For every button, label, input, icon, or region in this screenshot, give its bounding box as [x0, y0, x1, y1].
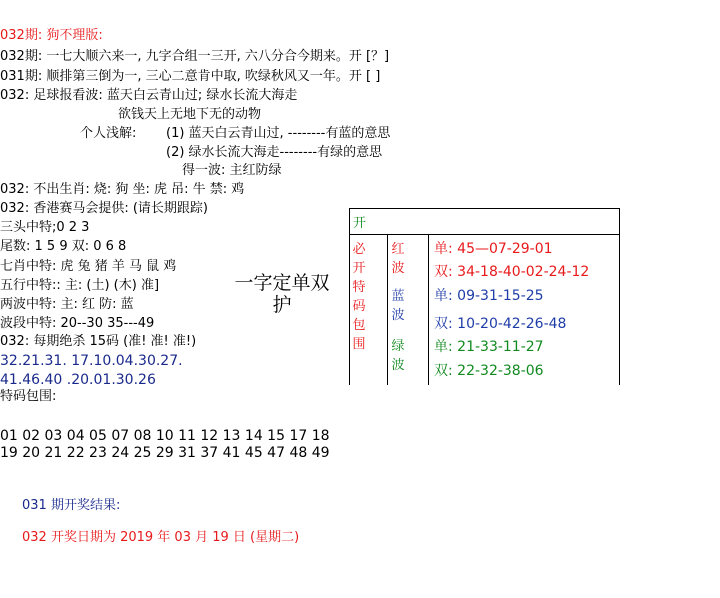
- juesha-numbers-2: 41.46.40 .20.01.30.26: [0, 372, 156, 388]
- left-col-char: 必: [352, 242, 366, 257]
- left-col-char: 码: [352, 299, 366, 314]
- hk-line: 032: 香港赛马会提供: (请长期跟踪): [0, 201, 208, 216]
- red-label-char: 波: [391, 261, 405, 276]
- draw-date: 032 开奖日期为 2019 年 03 月 19 日 (星期二): [22, 530, 300, 545]
- red-double: 双: 34-18-40-02-24-12: [434, 264, 590, 280]
- left-col-char: 围: [352, 337, 366, 352]
- stamp-line-1: 一字定单双: [234, 272, 330, 294]
- qixiao-line: 七肖中特: 虎 兔 猪 羊 马 鼠 鸡: [0, 259, 177, 274]
- interp-result: 得一波: 主红防绿: [182, 163, 282, 178]
- red-single: 单: 45—07-29-01: [434, 241, 553, 257]
- blue-wave-label: [391, 287, 405, 325]
- blue-label-char: 蓝: [391, 289, 405, 304]
- left-col-char: 特: [352, 280, 366, 295]
- juesha-label: 032: 每期绝杀 15码 (准! 准! 准!): [0, 334, 197, 349]
- blue-double: 双: 10-20-42-26-48: [434, 316, 567, 332]
- left-col-char: 包: [352, 318, 366, 333]
- stamp-text: [222, 272, 342, 316]
- wuxing-line: 五行中特:: 主: (土) (木) 准]: [0, 278, 160, 293]
- color-wave-table: [349, 208, 620, 385]
- red-label-char: 红: [391, 242, 405, 257]
- table-header: [350, 209, 619, 235]
- football-line: 032: 足球报看波: 蓝天白云青山过; 绿水长流大海走: [0, 88, 298, 103]
- left-column-label: [352, 240, 366, 354]
- green-label-char: 波: [391, 358, 405, 373]
- blue-label-char: 波: [391, 308, 405, 323]
- interp-1: (1) 蓝天白云青山过, --------有蓝的意思: [166, 126, 391, 141]
- tema-row-1: 01 02 03 04 05 07 08 10 11 12 13 14 15 17 18: [0, 428, 330, 444]
- green-double: 双: 22-32-38-06: [434, 363, 544, 379]
- riddle-line-031: 031期: 顺排第三倒为一, 三心二意肯中取, 吹绿秋风又一年。开 [ ]: [0, 69, 381, 84]
- weishu-line: 尾数: 1 5 9 双: 0 6 8: [0, 239, 127, 254]
- red-wave-label: [391, 240, 405, 278]
- riddle-title: 欲钱天上无地下无的动物: [118, 107, 262, 122]
- interp-2: (2) 绿水长流大海走--------有绿的意思: [166, 145, 383, 160]
- green-wave-label: [391, 337, 405, 375]
- tema-row-2: 19 20 21 22 23 24 25 29 31 37 41 45 47 48 49: [0, 445, 330, 461]
- sanshou-line: 三头中特;0 2 3: [0, 220, 90, 235]
- left-col-char: 开: [352, 261, 366, 276]
- stamp-line-2: 护: [272, 294, 292, 316]
- blue-single: 单: 09-31-15-25: [434, 288, 544, 304]
- divider: [387, 235, 388, 385]
- table-header-label: 开: [353, 216, 367, 231]
- zodiac-line: 032: 不出生肖: 烧: 狗 坐: 虎 吊: 牛 禁: 鸡: [0, 182, 245, 197]
- divider: [428, 235, 429, 385]
- page-header: 032期: 狗不理版:: [0, 28, 103, 43]
- juesha-numbers-1: 32.21.31. 17.10.04.30.27.: [0, 353, 183, 369]
- boduan-line: 波段中特: 20--30 35---49: [0, 316, 155, 331]
- green-single: 单: 21-33-11-27: [434, 339, 544, 355]
- green-label-char: 绿: [391, 339, 405, 354]
- tema-label: 特码包围:: [0, 389, 57, 404]
- result-031: 031 期开奖结果:: [22, 498, 121, 513]
- interp-label: 个人浅解:: [80, 126, 137, 141]
- liangbo-line: 两波中特: 主: 红 防: 蓝: [0, 297, 134, 312]
- riddle-line-032: 032期: 一七大顺六来一, 九字合组一三开, 六八分合今期来。开 [？]: [0, 49, 390, 64]
